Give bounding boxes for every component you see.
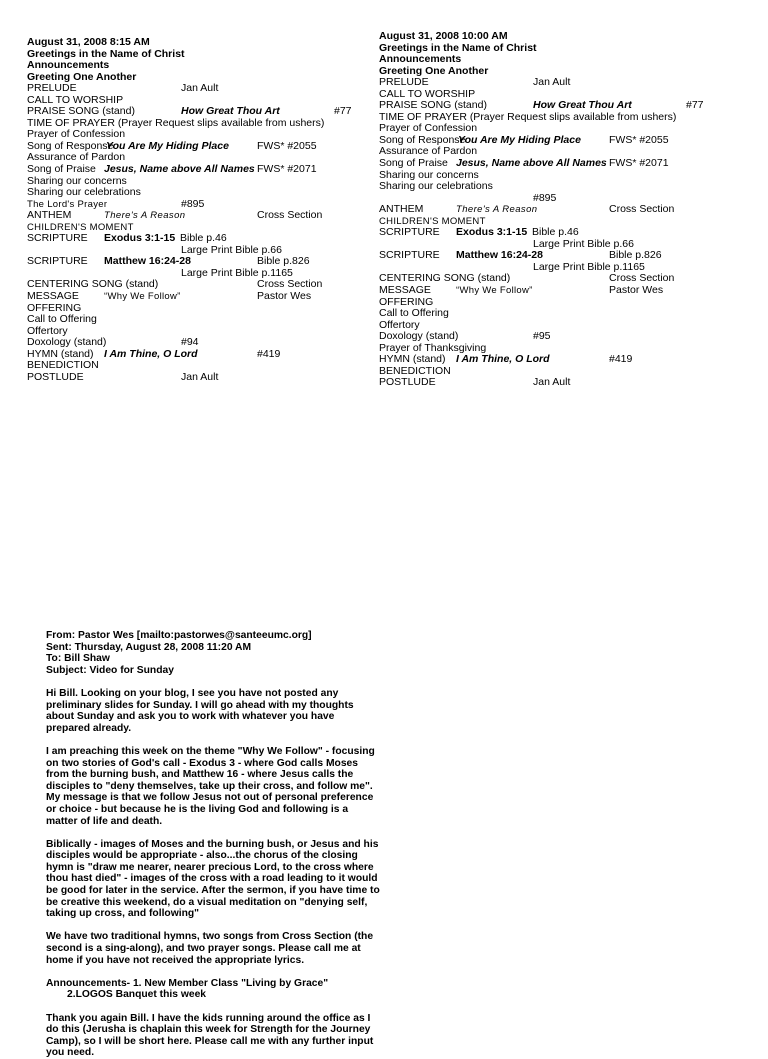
item-title: Jesus, Name above All Names	[104, 163, 255, 176]
item-label: Doxology (stand)	[27, 336, 107, 349]
worship-item	[379, 308, 719, 320]
email-announcements	[46, 978, 381, 1001]
item-label: SCRIPTURE	[379, 249, 440, 262]
item-title: I Am Thine, O Lord	[104, 347, 198, 360]
item-label: ANTHEM	[379, 203, 424, 216]
item-label: Doxology (stand)	[379, 330, 459, 343]
email-from: From: Pastor Wes [mailto:pastorwes@santeeumc.org]	[46, 630, 312, 641]
worship-item	[379, 181, 719, 193]
item-source: FWS* #2055	[609, 133, 669, 146]
item-label: CHILDREN'S MOMENT	[27, 221, 134, 233]
email-message	[46, 630, 381, 1059]
item-label: Sharing our celebrations	[27, 186, 141, 199]
item-label: PRELUDE	[379, 76, 429, 89]
item-label: Song of Response	[27, 139, 114, 152]
item-source: Bible p.826	[257, 255, 310, 268]
item-title: Matthew 16:24-28	[104, 255, 191, 268]
item-label: TIME OF PRAYER (Prayer Request slips available from ushers)	[27, 116, 325, 129]
worship-item	[27, 83, 367, 95]
item-detail: How Great Thou Art	[533, 99, 632, 112]
item-title: You Are My Hiding Place	[458, 133, 581, 146]
item-detail: Large Print Bible p.1165	[533, 260, 645, 273]
item-detail: Large Print Bible p.1165	[181, 266, 293, 279]
order-of-worship	[379, 77, 719, 389]
item-label: Song of Praise	[379, 157, 448, 170]
item-label: PRELUDE	[27, 82, 77, 95]
service-header: August 31, 2008 10:00 AM	[379, 30, 508, 42]
item-title: There's A Reason	[104, 210, 186, 222]
item-detail: #895	[181, 197, 205, 210]
item-detail: Bible p.46	[180, 232, 227, 245]
announcement-item: 2.LOGOS Banquet this week	[67, 989, 207, 1001]
item-detail: Jan Ault	[533, 376, 571, 389]
item-label: The Lord's Prayer	[27, 198, 108, 210]
item-detail: Large Print Bible p.66	[181, 243, 282, 256]
worship-item	[27, 372, 367, 384]
item-label: CALL TO WORSHIP	[27, 93, 124, 106]
item-title: Exodus 3:1-15	[104, 232, 176, 245]
email-header	[46, 630, 381, 676]
item-label: Assurance of Pardon	[379, 145, 478, 158]
item-label: Song of Praise	[27, 163, 96, 176]
item-label: Sharing our concerns	[27, 174, 127, 187]
worship-item	[379, 204, 719, 216]
email-paragraph: Thank you again Bill. I have the kids running around the office as I do this (Jerusha is chaplain this week for Strength for the Journey Camp), so I will be short here. Please call me with any further input you need.	[46, 1012, 374, 1059]
item-detail: #95	[533, 330, 551, 343]
item-title: You Are My Hiding Place	[106, 139, 229, 152]
item-source: FWS* #2055	[257, 139, 317, 152]
item-source: Cross Section	[609, 203, 675, 216]
item-label: Prayer of Thanksgiving	[379, 341, 487, 354]
email-paragraph: We have two traditional hymns, two songs from Cross Section (the second is a sing-along), and two prayer songs. Please call me at home if you have not received the appropriate lyrics.	[46, 931, 374, 966]
greeting-one-another: Greeting One Another	[379, 64, 489, 77]
email-paragraph: Hi Bill. Looking on your blog, I see you have not posted any preliminary slides for Sunday. I will go ahead with my thoughts about Sunday and ask you to work with whatever you have prepared already.	[46, 687, 354, 734]
item-label: Offertory	[379, 318, 420, 331]
greeting-line: Greetings in the Name of Christ	[379, 41, 537, 54]
item-label: PRAISE SONG (stand)	[27, 105, 135, 118]
item-label: SCRIPTURE	[27, 255, 88, 268]
email-paragraph: I am preaching this week on the theme "Why We Follow" - focusing on two stories of God's call - Exodus 3 - where God calls Moses from the burning bush, and Matthew 16 - where Jesus calls the disciples to "deny themselves, take up their cross, and follow me". My message is that we follow Jesus not out of personal preference or choice - but because he is the living God and following is a matter of life and death.	[46, 745, 375, 827]
item-label: PRAISE SONG (stand)	[379, 99, 487, 112]
item-title: There's A Reason	[456, 204, 538, 216]
worship-item	[27, 187, 367, 199]
worship-item	[379, 377, 719, 389]
item-detail: Large Print Bible p.66	[533, 237, 634, 250]
order-of-worship	[27, 83, 367, 383]
item-label: Song of Response	[379, 133, 466, 146]
item-label: SCRIPTURE	[27, 232, 88, 245]
item-label: Offertory	[27, 324, 68, 337]
item-label: Assurance of Pardon	[27, 151, 126, 164]
item-title: Matthew 16:24-28	[456, 249, 543, 262]
worship-item	[379, 285, 719, 297]
item-source: Cross Section	[609, 272, 675, 285]
item-label: CENTERING SONG (stand)	[379, 272, 511, 285]
item-detail: Jan Ault	[181, 370, 219, 383]
item-title: “Why We Follow”	[456, 285, 533, 297]
item-title: I Am Thine, O Lord	[456, 353, 550, 366]
item-detail: Jan Ault	[181, 82, 219, 95]
item-label: Call to Offering	[379, 307, 449, 320]
item-label: HYMN (stand)	[379, 353, 446, 366]
hymn-number: #77	[686, 99, 704, 112]
item-label: Sharing our concerns	[379, 168, 479, 181]
item-label: MESSAGE	[27, 290, 79, 303]
bulletin-815	[27, 37, 367, 383]
item-label: Prayer of Confession	[379, 122, 478, 135]
item-detail: #94	[181, 336, 199, 349]
item-source: FWS* #2071	[609, 157, 669, 170]
greeting-line: Greetings in the Name of Christ	[27, 47, 185, 60]
item-detail: Bible p.46	[532, 226, 579, 239]
item-detail: How Great Thou Art	[181, 105, 280, 118]
item-source: Bible p.826	[609, 249, 662, 262]
service-header: August 31, 2008 8:15 AM	[27, 36, 150, 48]
item-detail: Jan Ault	[533, 76, 571, 89]
item-label: BENEDICTION	[379, 364, 451, 377]
item-source: #419	[257, 347, 281, 360]
worship-item	[27, 314, 367, 326]
item-label: MESSAGE	[379, 284, 431, 297]
announcements-line: Announcements	[27, 59, 110, 72]
worship-item	[379, 158, 719, 170]
item-source: Cross Section	[257, 278, 323, 291]
item-label: CALL TO WORSHIP	[379, 87, 476, 100]
item-label: SCRIPTURE	[379, 226, 440, 239]
item-label: HYMN (stand)	[27, 347, 94, 360]
email-sent: Sent: Thursday, August 28, 2008 11:20 AM	[46, 641, 252, 653]
item-label: TIME OF PRAYER (Prayer Request slips available from ushers)	[379, 110, 677, 123]
item-label: BENEDICTION	[27, 359, 99, 372]
announcement-item: Announcements- 1. New Member Class "Living by Grace"	[46, 977, 329, 989]
worship-item	[379, 77, 719, 89]
item-source: Pastor Wes	[257, 290, 312, 303]
bulletin-1000	[379, 31, 719, 389]
item-detail: #895	[533, 191, 557, 204]
item-label: POSTLUDE	[27, 370, 84, 383]
email-paragraph: Biblically - images of Moses and the burning bush, or Jesus and his disciples would be appropriate - also...the chorus of the closing hymn is "draw me nearer, nearer precious Lord, to the cross where thou hast died" - images of the cross with a road leading to it would be good for later in the service. After the sermon, if you have time to be creative this weekend, do a visual meditation on "denying self, taking up cross, and following"	[46, 838, 380, 920]
item-title: Exodus 3:1-15	[456, 226, 528, 239]
item-label: POSTLUDE	[379, 376, 436, 389]
announcements-line: Announcements	[379, 53, 462, 66]
item-label: CENTERING SONG (stand)	[27, 278, 159, 291]
worship-item	[27, 210, 367, 222]
item-source: #419	[609, 353, 633, 366]
item-title: Jesus, Name above All Names	[456, 157, 607, 170]
greeting-one-another: Greeting One Another	[27, 70, 137, 83]
item-title: “Why We Follow”	[104, 291, 181, 303]
worship-item	[27, 164, 367, 176]
hymn-number: #77	[334, 105, 352, 118]
item-label: OFFERING	[27, 301, 82, 314]
item-label: Prayer of Confession	[27, 128, 126, 141]
email-subject: Subject: Video for Sunday	[46, 664, 174, 676]
item-label: CHILDREN'S MOMENT	[379, 215, 486, 227]
item-label: ANTHEM	[27, 209, 72, 222]
item-label: Sharing our celebrations	[379, 180, 493, 193]
item-source: Pastor Wes	[609, 284, 664, 297]
item-label: OFFERING	[379, 295, 434, 308]
item-label: Call to Offering	[27, 313, 97, 326]
email-to: To: Bill Shaw	[46, 653, 110, 665]
item-source: FWS* #2071	[257, 163, 317, 176]
item-source: Cross Section	[257, 209, 323, 222]
worship-item	[27, 291, 367, 303]
